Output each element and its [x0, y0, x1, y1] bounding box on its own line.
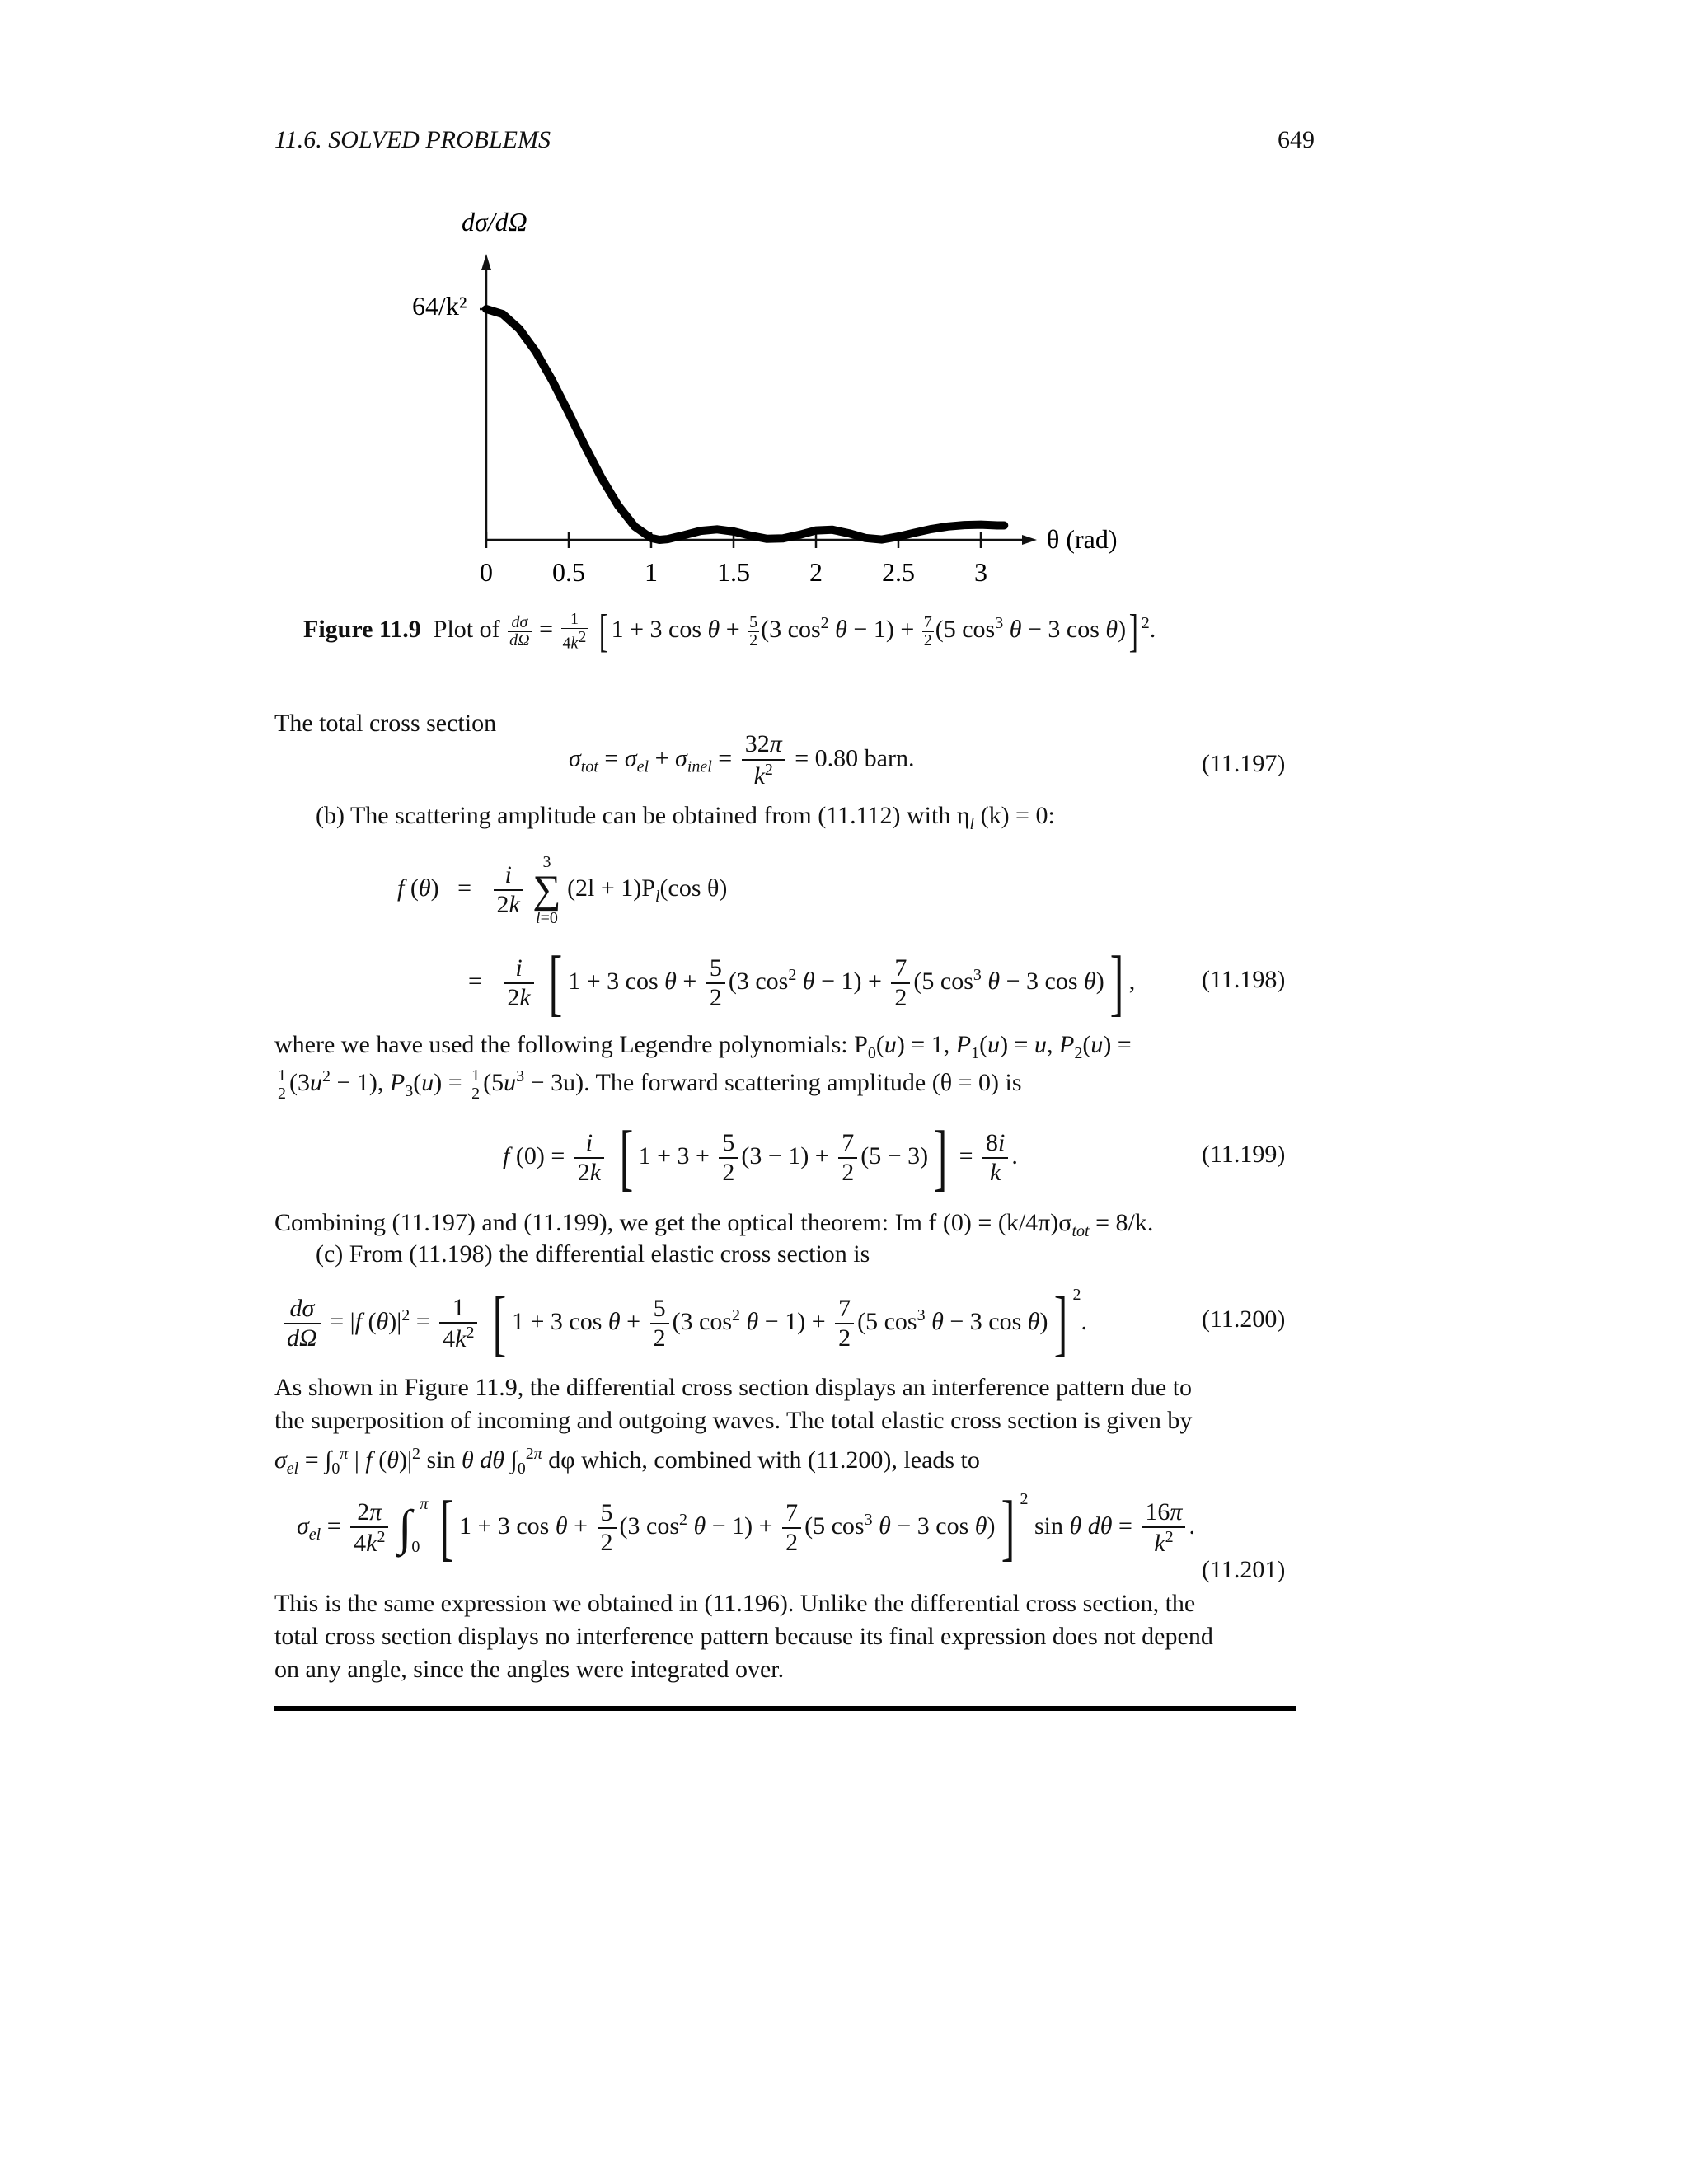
running-header: 11.6. SOLVED PROBLEMS: [274, 126, 551, 153]
x-tick-label: 2.5: [882, 557, 915, 587]
y-axis-arrow: [481, 254, 491, 270]
equation-11-200: $\frac{d\sigma}{d\Omega}$ = |f $(\theta)|^2$ = $\frac{1}{4k^2}$ [ 1 + 3 cos θ + $\frac{5}{2}$ (3 $\cos^2 \theta - 1$) + $\frac{7}{2}$ (5 $\cos^3 \theta - 3$ cos θ)] $^2$.: [280, 1286, 1087, 1361]
x-axis-arrow: [1022, 535, 1037, 545]
equation-11-198-line2: = $\frac{i}{2k}$ [ 1 + 3 cos θ + $\frac{5}{2}$ (3 $\cos^2 \theta - 1$) + $\frac{7}{2}$ (5 $\cos^3 \theta - 3$ cos θ)] ,: [468, 942, 1136, 1024]
caption-text: Plot of: [433, 615, 500, 643]
paragraph-optical-theorem: Combining (11.197) and (11.199), we get the optical theorem: Im f $(0) = (k/4\pi)\sigma_{tot} = 8/k$.: [274, 1209, 1154, 1240]
equation-11-201: $\sigma_{el}$ = $\frac{2\pi}{4k^2}$ $\int_0^\pi$ [ 1 + 3 cos θ + $\frac{5}{2}$ (3 $\cos^2 \theta - 1$) + $\frac{7}{2}$ (5 $\cos^3 \theta - 3$ cos θ)] $^2$ sin θ dθ = $\frac{16\pi}{k^2}$ .: [297, 1487, 1195, 1569]
paragraph-legendre-line1: where we have used the following Legendre polynomials: $P_0(u) = 1$, $P_1(u) = u$, $P_2(u)$ =: [274, 1031, 1132, 1062]
figure-plot: [396, 198, 1220, 593]
x-tick-label: 0: [480, 557, 493, 587]
paragraph-scattering-amplitude: (b) The scattering amplitude can be obtained from (11.112) with $\eta_l$ (k) = 0:: [316, 802, 1055, 833]
equation-number-198: (11.198): [1202, 966, 1286, 993]
paragraph-conclusion-line1: This is the same expression we obtained in (11.196). Unlike the differential cross section, the: [274, 1590, 1196, 1617]
solution-end-rule: [274, 1706, 1296, 1711]
figure-caption: Figure 11.9 Plot of $\frac{d\sigma}{d\Omega}$ = $\frac{1}{4k^2}$ [ 1 + 3 cos θ + $\frac{5}{2}$ (3 $\cos^2 \theta - 1$) + $\frac{7}{2}$ (5 $\cos^3 \theta - 3$ cos θ)] $^2$.: [303, 606, 1156, 657]
paragraph-interference-line1: As shown in Figure 11.9, the differential cross section displays an interference pattern due to: [274, 1374, 1193, 1401]
cross-section-curve: [486, 309, 1004, 540]
equation-number-201: (11.201): [1202, 1556, 1286, 1583]
x-tick-label: 0.5: [552, 557, 585, 587]
y-axis-label: dσ/dΩ: [462, 207, 528, 237]
eq197-result: = 0.80 barn.: [795, 744, 915, 772]
paragraph-part-c: (c) From (11.198) the differential elastic cross section is: [316, 1240, 870, 1268]
x-tick-label: 1: [645, 557, 658, 587]
paragraph-interference-line3: $\sigma_{el} = \int_0^\pi$ | f $(\theta)|^2$ sin θ dθ $\int_0^{2\pi}$ dφ which, combined with (11.200), leads to: [274, 1445, 980, 1478]
paragraph-interference-line2: the superposition of incoming and outgoing waves. The total elastic cross section is given by: [274, 1407, 1193, 1434]
equation-number-200: (11.200): [1202, 1305, 1286, 1333]
paragraph-conclusion-line2: total cross section displays no interference pattern because its final expression does not depend: [274, 1623, 1213, 1650]
x-axis-label: θ (rad): [1047, 524, 1118, 554]
equation-11-198-line1: f (θ) = $\frac{i}{2k}$ 3 ∑ l=0 $(2l + 1)P_l(\cos$ θ): [397, 853, 728, 927]
x-tick-label: 3: [974, 557, 987, 587]
equation-11-199: f (0) = $\frac{i}{2k}$ [ 1 + 3 + $\frac{5}{2}$ (3 − 1) + $\frac{7}{2}$ (5 − 3)] = $\frac{8i}{k}$ .: [503, 1117, 1018, 1198]
caption-label: Figure 11.9: [303, 615, 421, 643]
x-tick-label: 2: [809, 557, 823, 587]
paragraph-legendre-line2: $\frac{1}{2}$ $(3u^2 - 1)$, $P_3(u)$ = $\frac{1}{2}$ $(5u^3 - 3u)$. The forward scattering amplitude (θ = 0) is: [278, 1066, 1022, 1103]
equation-number-197: (11.197): [1202, 750, 1286, 777]
equation-11-197: $\sigma_{tot} = \sigma_{el} + \sigma_{inel}$ = $\frac{32\pi}{k^2}$ = 0.80 barn.: [569, 730, 915, 790]
x-tick-label: 1.5: [717, 557, 750, 587]
page-number: 649: [1278, 126, 1315, 153]
paragraph-total-cross-section: The total cross section: [274, 710, 497, 737]
equation-number-199: (11.199): [1202, 1141, 1286, 1168]
y-tick-label: 64/k²: [412, 291, 467, 321]
paragraph-conclusion-line3: on any angle, since the angles were integrated over.: [274, 1656, 785, 1683]
